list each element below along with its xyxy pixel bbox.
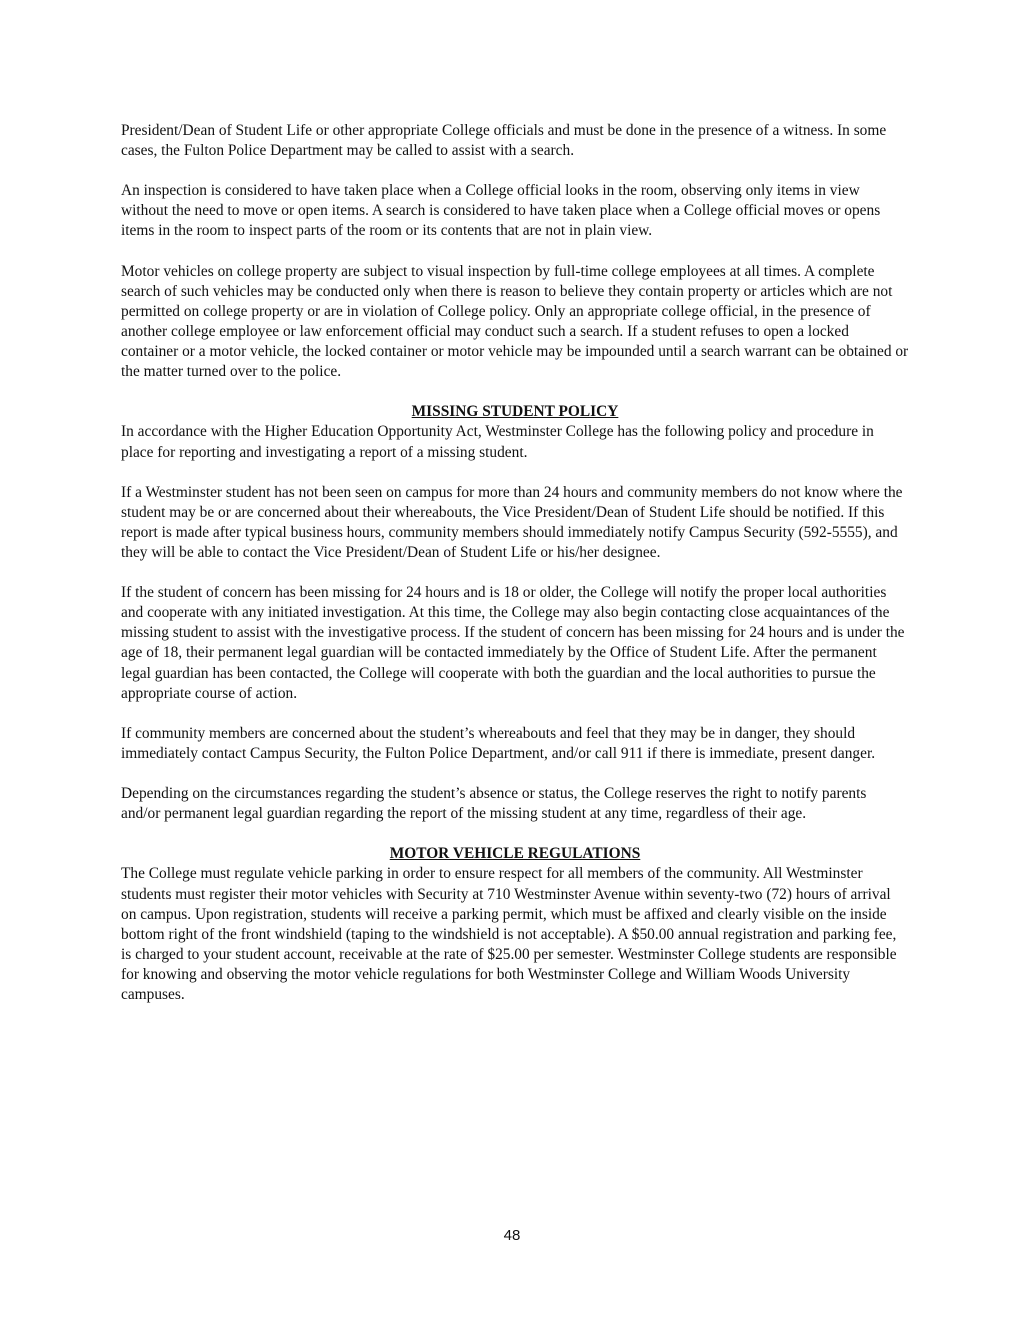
- page-number: 48: [503, 1227, 521, 1244]
- missing-student-paragraph-2: If a Westminster student has not been seen on campus for more than 24 hours and community members do not know where the student may be or are concerned about their whereabouts, the Vice President/Dean of Student Life should be notified. If this report is made after typical business hours, community members should immediately notify Campus Security (592-5555), and they will be able to contact the Vice President/Dean of Student Life or his/her designee.: [121, 483, 903, 561]
- motor-vehicle-paragraph-1: The College must regulate vehicle parking in order to ensure respect for all members of the community. All Westminster students must register their motor vehicles with Security at 710 Westminster Avenue within seventy-two (72) hours of arrival on campus. Upon registration, students will receive a parking permit, which must be affixed and clearly visible on the inside bottom right of the front windshield (taping to the windshield is not acceptable). A $50.00 annual registration and parking fee, is charged to your student account, receivable at the rate of $25.00 per semester. Westminster College students are responsible for knowing and observing the motor vehicle regulations for both Westminster College and William Woods University campuses.: [121, 865, 897, 1004]
- missing-student-heading: MISSING STUDENT POLICY: [411, 403, 619, 421]
- document-page: [121, 121, 909, 1005]
- search-paragraph-3: Motor vehicles on college property are subject to visual inspection by full-time college employees at all times. A complete search of such vehicles may be conducted only when there is reason to believe they contain property or articles which are not permitted on college property or are in violation of College policy. Only an appropriate college official, in the presence of another college employee or law enforcement official may conduct such a search. If a student refuses to open a locked container or a motor vehicle, the locked container or motor vehicle may be impounded until a search warrant can be obtained or the matter turned over to the police.: [121, 262, 909, 381]
- missing-student-paragraph-3: If the student of concern has been missing for 24 hours and is 18 or older, the College will notify the proper local authorities and cooperate with any initiated investigation. At this time, the College may also begin contacting close acquaintances of the missing student to assist with the investigative process. If the student of concern has been missing for 24 hours and is under the age of 18, their permanent legal guardian will be contacted immediately by the Office of Student Life. After the permanent legal guardian has been contacted, the College will cooperate with both the guardian and the local authorities to pursue the appropriate course of action.: [121, 584, 905, 702]
- missing-student-paragraph-5: Depending on the circumstances regarding the student’s absence or status, the College reserves the right to notify parents and/or permanent legal guardian regarding the report of the missing student at any time, regardless of their age.: [121, 785, 867, 823]
- missing-student-paragraph-1: In accordance with the Higher Education Opportunity Act, Westminster College has the following policy and procedure in place for reporting and investigating a report of a missing student.: [121, 423, 874, 461]
- motor-vehicle-heading: MOTOR VEHICLE REGULATIONS: [389, 845, 641, 863]
- search-paragraph-2: An inspection is considered to have taken place when a College official looks in the room, observing only items in view without the need to move or open items. A search is considered to have taken place when a College official moves or opens items in the room to inspect parts of the room or its contents that are not in plain view.: [121, 182, 881, 240]
- search-paragraph-1: President/Dean of Student Life or other appropriate College officials and must be done in the presence of a witness. In some cases, the Fulton Police Department may be called to assist with a search.: [121, 122, 887, 160]
- missing-student-paragraph-4: If community members are concerned about the student’s whereabouts and feel that they may be in danger, they should immediately contact Campus Security, the Fulton Police Department, and/or call 911 if there is immediate, present danger.: [121, 724, 876, 762]
